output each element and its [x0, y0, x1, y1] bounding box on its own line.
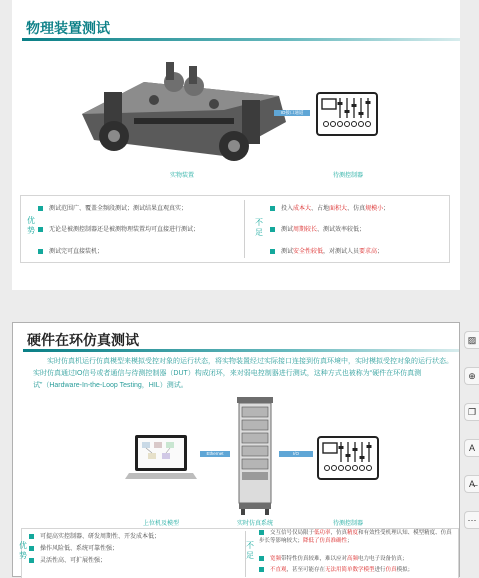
- more-icon[interactable]: ⋯: [464, 511, 479, 529]
- bullet-square-icon: [259, 530, 264, 535]
- bullet-square-icon: [29, 558, 34, 563]
- slide1-dis-label: 不足: [255, 218, 263, 237]
- slide2-adv-item: 操作风险低、系统可靠性强；: [29, 545, 118, 553]
- slide1-adv-item: 测试范围广、覆盖全频段测试；测试结果直观真实；: [38, 205, 187, 213]
- slide1-title: 物理装置测试: [26, 20, 110, 36]
- slide1-adv-item: 无论是被测控制器还是被测物理装置均可直接进行测试；: [38, 226, 199, 234]
- image-icon[interactable]: ▨: [464, 331, 479, 349]
- slide2-dis-item: 不直观，甚至可能存在无法用简单数学模型进行仿真模拟；: [259, 566, 413, 574]
- copy-icon[interactable]: ❐: [464, 403, 479, 421]
- slide2-adv-item: 灵活性高、可扩展性强；: [29, 557, 106, 565]
- sim-caption: 实时仿真系统: [236, 521, 273, 527]
- bullet-square-icon: [259, 556, 264, 561]
- ctrl-caption: 待测控制器: [332, 521, 363, 527]
- slide2-adv-label: 优势: [19, 541, 27, 560]
- bullet-square-icon: [259, 567, 264, 572]
- controller-icon: [317, 436, 379, 480]
- bullet-square-icon: [270, 249, 275, 254]
- bogie-illustration: [74, 52, 299, 167]
- device-caption: 实物装置: [169, 173, 194, 179]
- bullet-square-icon: [29, 546, 34, 551]
- bullet-square-icon: [38, 249, 43, 254]
- text-icon[interactable]: A: [464, 439, 479, 457]
- zoom-icon[interactable]: ⊕: [464, 367, 479, 385]
- slide-physical-test: [12, 0, 460, 290]
- slide1-dis-item: 测试安全性较低，对测试人员要求高；: [270, 248, 383, 256]
- bullet-square-icon: [270, 206, 275, 211]
- io-channel-arrow: IO接口通道: [274, 110, 310, 116]
- bullet-square-icon: [38, 206, 43, 211]
- pc-caption: 上位机及模型: [142, 521, 179, 527]
- slide1-adv-item: 测试完可直接装机；: [38, 248, 103, 256]
- io-arrow: I/O: [279, 451, 313, 457]
- controller-caption: 待测控制器: [332, 173, 363, 179]
- bullet-square-icon: [38, 227, 43, 232]
- ethernet-arrow: Ethernet: [200, 451, 230, 457]
- slide1-adv-label: 优势: [27, 216, 35, 235]
- slide1-title-bar: [22, 38, 460, 41]
- slide2-dis-item: 宽频带特性仿真较难，难以应对高频电力电子设备仿真；: [259, 555, 408, 563]
- bullet-square-icon: [270, 227, 275, 232]
- slide2-dis-label: 不足: [246, 541, 254, 560]
- slide2-title-bar: [23, 349, 459, 352]
- controller-icon: [316, 92, 378, 136]
- rack-server-icon: [235, 397, 275, 517]
- slide2-adv-item: 可提高实控制器、研发周期性、开发成本低；: [29, 533, 160, 541]
- slide-hil-test: [12, 322, 460, 577]
- slide1-divider: [244, 200, 245, 258]
- slide2-paragraph: 实时仿真机运行仿真模型来模拟受控对象的运行状态，将实物装置经过实际接口连接到仿真环境中，实时模拟受控对象的运行状态。实时仿真通过IO信号或者通信与待测控制器（DUT）构成闭环，来对弱电控制器进行测试，这种方式也被称为“硬件在环仿真测试”（Hardware-In-the-Loop Testing，HIL）测试。: [33, 358, 453, 389]
- slide1-dis-item: 投入成本大、占地面积大、仿真规模小；: [270, 205, 389, 213]
- slide1-dis-item: 测试周期较长、测试效率较低；: [270, 226, 365, 234]
- slide2-dis-item: 交互信号仅局限于低功率，仿真精度和有效性受机理认知、模型精度、仿真步长等影响较大；降低了仿真准确性；: [259, 530, 452, 544]
- laptop-icon: [125, 433, 197, 489]
- bullet-square-icon: [29, 534, 34, 539]
- slide2-title: 硬件在环仿真测试: [27, 332, 139, 348]
- text-style-icon[interactable]: A̶: [464, 475, 479, 493]
